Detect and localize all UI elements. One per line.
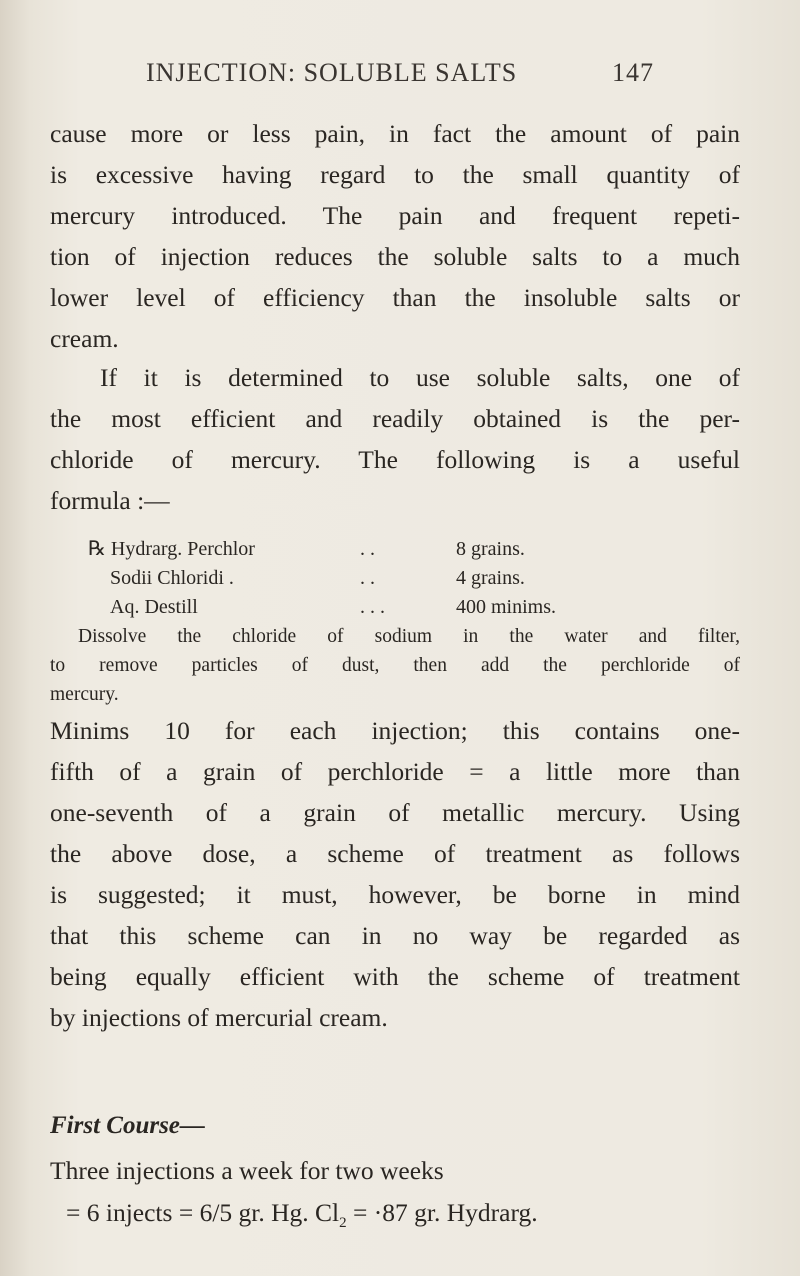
text-line: the most efficient and readily obtained is the per- [50,404,740,433]
leader-dots: . . [360,567,375,589]
text-line: the above dose, a scheme of treatment as follows [50,839,740,868]
text-line: is suggested; it must, however, be borne in mind [50,880,740,909]
text-line: chloride of mercury. The following is a useful [50,445,740,474]
ingredient-amount: 4 grains. [456,567,525,589]
text-line: being equally efficient with the scheme of treatment [50,962,740,991]
text-line: Dissolve the chloride of sodium in the water and filter, [78,626,740,647]
calc-subscript: 2 [339,1215,347,1232]
ingredient-name: Aq. Destill [110,596,198,618]
ingredient-amount: 8 grains. [456,538,525,560]
text-line: is excessive having regard to the small quantity of [50,160,740,189]
text-line: to remove particles of dust, then add the perchloride of [50,655,740,676]
paragraph-dosage-scheme [50,710,740,1038]
text-line: by injections of mercurial cream. [50,1003,388,1032]
formula-instructions [50,622,740,709]
course-schedule: Three injections a week for two weeks [50,1156,444,1185]
ingredient-name: ℞ Hydrarg. Perchlor [88,538,255,560]
text-line: one-seventh of a grain of metallic mercury. Using [50,798,740,827]
formula-row [88,535,688,564]
text-line: cause more or less pain, in fact the amount of pain [50,119,740,148]
leader-dots: . . [360,538,375,560]
text-line: Minims 10 for each injection; this contains one- [50,716,740,745]
text-line: mercury. [50,684,119,705]
page-title: INJECTION: SOLUBLE SALTS [146,58,518,87]
formula-row [88,593,688,622]
text-line: mercury introduced. The pain and frequent repeti- [50,201,740,230]
text-line: cream. [50,324,119,353]
course-heading: First Course— [50,1112,205,1139]
paragraph-perchloride [50,357,740,521]
text-line: that this scheme can in no way be regarded as [50,921,740,950]
ingredient-amount: 400 minims. [456,596,557,618]
paragraph-pain-efficiency [50,113,740,359]
prescription-formula [88,535,688,622]
formula-row [88,564,688,593]
calc-prefix: = 6 injects = 6/5 gr. Hg. Cl [66,1198,340,1227]
page-number: 147 [612,58,654,87]
leader-dots: . . . [360,596,385,618]
ingredient-name: Sodii Chloridi . [110,567,234,589]
text-line: tion of injection reduces the soluble salts to a much [50,242,740,271]
text-line: fifth of a grain of perchloride = a little more than [50,757,740,786]
text-line: If it is determined to use soluble salts, one of [100,363,740,392]
course-calculation [66,1198,538,1232]
calc-suffix: = ·87 gr. Hydrarg. [346,1198,538,1227]
text-line: lower level of efficiency than the insoluble salts or [50,283,740,312]
text-line: formula :— [50,486,170,515]
